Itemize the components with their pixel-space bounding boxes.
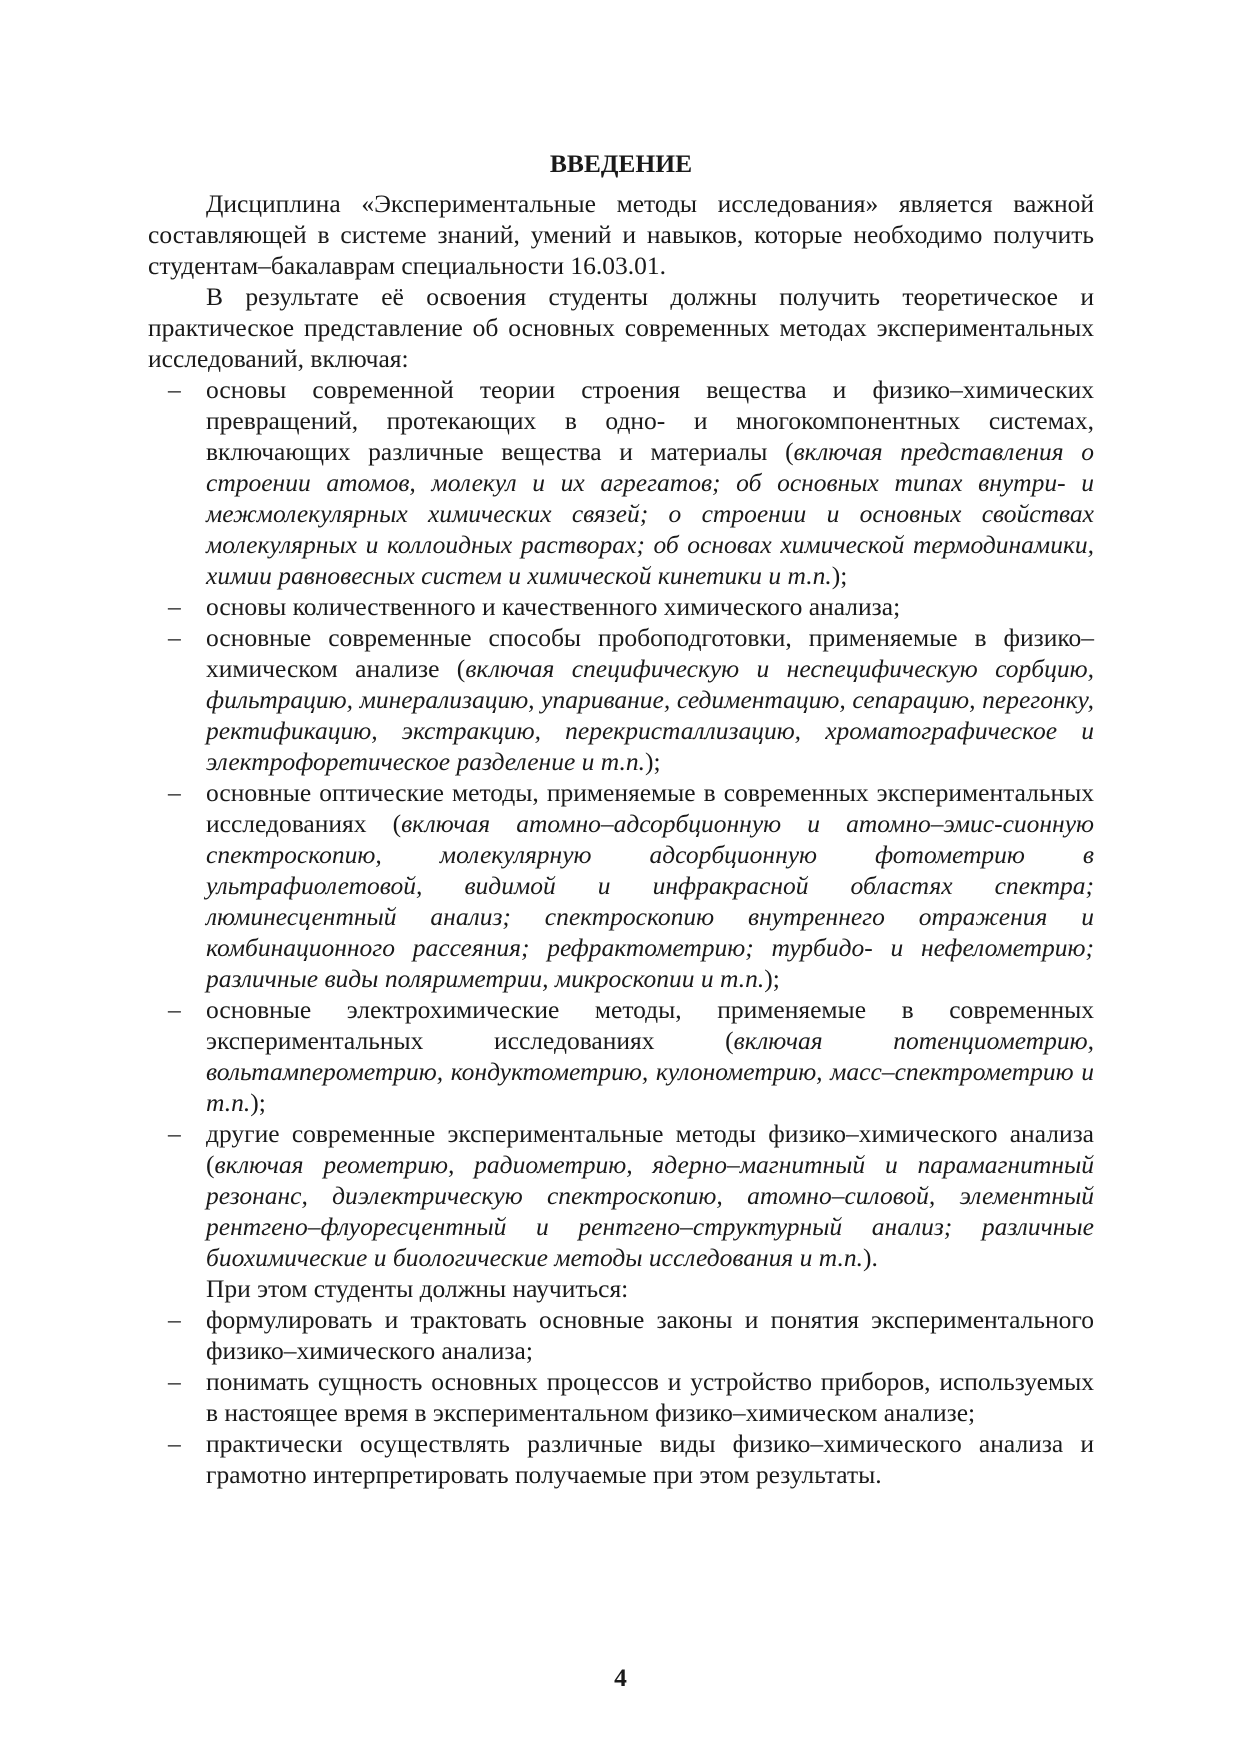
- list-item-tail: ).: [863, 1243, 878, 1272]
- list-item: [148, 1366, 1094, 1428]
- list-item-text: основы количественного и качественного химического анализа;: [206, 592, 901, 621]
- list-item-tail: );: [250, 1088, 266, 1117]
- list-item: [148, 591, 1094, 622]
- page-content: [148, 148, 1094, 1490]
- dash-bullet-icon: –: [168, 1305, 181, 1334]
- list-item-text: основные современные способы пробоподготовки, применяемые в физико–химическом анализе (: [206, 623, 1094, 683]
- list-item-italic: включая атомно–адсорбционную и атомно–эмис-сионную спектроскопию, молекулярную адсорбционную фотометрию в ультрафиолетовой, видимой и инфракрасной областях спектра; люминесцентный анализ; спектроскопию внутреннего отражения и комбинационного рассеяния; рефрактометрию; турбидо- и нефелометрию; различные виды поляриметрии, микроскопии и т.п.: [206, 809, 1094, 993]
- list-item: [148, 1118, 1094, 1273]
- list-item-tail: );: [645, 747, 661, 776]
- dash-bullet-icon: –: [168, 375, 181, 404]
- list-item: [148, 622, 1094, 777]
- list-item: [148, 777, 1094, 994]
- list-item-italic: включая представления о строении атомов, молекул и их агрегатов; об основных типах внутри- и межмолекулярных химических связей; о строении и основных свойствах молекулярных и коллоидных растворах; об основах химической термодинамики, химии равновесных систем и химической кинетики и т.п.: [206, 437, 1094, 590]
- list-item-italic: включая потенциометрию, вольтамперометрию, кондуктометрию, кулонометрию, масс–спектрометрию и т.п.: [206, 1026, 1094, 1117]
- list-item-tail: );: [831, 561, 848, 590]
- list-item-text: практически осуществлять различные виды физико–химического анализа и грамотно интерпретировать получаемые при этом результаты.: [206, 1429, 1094, 1489]
- list-item-text: основные электрохимические методы, применяемые в современных экспериментальных исследованиях (: [206, 995, 1094, 1055]
- list-item-tail: );: [764, 964, 780, 993]
- list-item: [148, 1304, 1094, 1366]
- page-number: 4: [614, 1663, 627, 1692]
- list-item-italic: включая специфическую и неспецифическую сорбцию, фильтрацию, минерализацию, упаривание, седиментацию, сепарацию, перегонку, ректификацию, экстракцию, перекристаллизацию, хроматографическое и электрофоретическое разделение и т.п.: [206, 654, 1094, 776]
- list-item-text: основные оптические методы, применяемые в современных экспериментальных исследованиях (: [206, 778, 1094, 838]
- intro-paragraph-1: Дисциплина «Экспериментальные методы исследования» является важной составляющей в системе знаний, умений и навыков, которые необходимо получить студентам–бакалаврам специальности 16.03.01.: [148, 189, 1094, 280]
- page-title: ВВЕДЕНИЕ: [549, 149, 693, 178]
- list-item: [148, 374, 1094, 591]
- list-item-italic: включая реометрию, радиометрию, ядерно–магнитный и парамагнитный резонанс, диэлектрическую спектроскопию, атомно–силовой, элементный рентгено–флуоресцентный и рентгено–структурный анализ; различные биохимические и биологические методы исследования и т.п.: [206, 1150, 1094, 1272]
- list-item-text: другие современные экспериментальные методы физико–химического анализа (: [206, 1119, 1094, 1179]
- skills-intro: При этом студенты должны научиться:: [206, 1274, 629, 1303]
- list-item: [148, 994, 1094, 1118]
- list-item-text: понимать сущность основных процессов и устройство приборов, используемых в настоящее время в экспериментальном физико–химическом анализе;: [206, 1367, 1094, 1427]
- dash-bullet-icon: –: [168, 623, 181, 652]
- list-item-text: формулировать и трактовать основные законы и понятия экспериментального физико–химического анализа;: [206, 1305, 1094, 1365]
- dash-bullet-icon: –: [168, 1367, 181, 1396]
- knowledge-list: [148, 374, 1094, 1273]
- list-item: [148, 1428, 1094, 1490]
- intro-paragraph-2: В результате её освоения студенты должны получить теоретическое и практическое представление об основных современных методах экспериментальных исследований, включая:: [148, 282, 1094, 373]
- skills-list: [148, 1304, 1094, 1490]
- dash-bullet-icon: –: [168, 1119, 181, 1148]
- list-item-text: основы современной теории строения вещества и физико–химических превращений, протекающих в одно- и многокомпонентных системах, включающих различные вещества и материалы (: [206, 375, 1094, 466]
- dash-bullet-icon: –: [168, 778, 181, 807]
- dash-bullet-icon: –: [168, 995, 181, 1024]
- dash-bullet-icon: –: [168, 1429, 181, 1458]
- dash-bullet-icon: –: [168, 592, 181, 621]
